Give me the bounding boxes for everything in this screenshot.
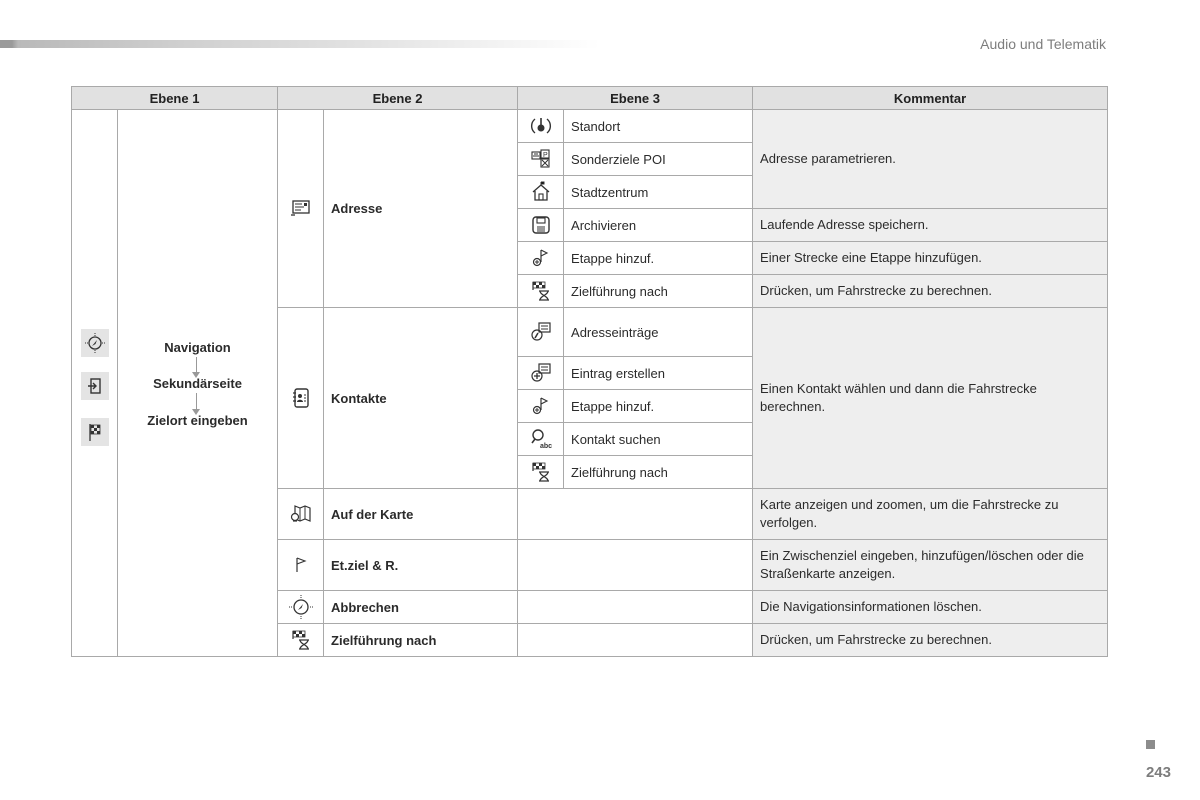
comment-cell: Einer Strecke eine Etappe hinzufügen.: [753, 242, 1108, 275]
column-header-level3: Ebene 3: [518, 87, 753, 110]
empty-cell: [518, 624, 753, 657]
contact-search-icon[interactable]: [518, 423, 564, 456]
column-header-comment: Kommentar: [753, 87, 1108, 110]
city-center-icon[interactable]: [518, 176, 564, 209]
level2-zielfuehrung[interactable]: Zielführung nach: [324, 624, 518, 657]
level2-adresse[interactable]: Adresse: [324, 110, 518, 308]
waypoint-flag-icon[interactable]: [278, 540, 324, 591]
empty-cell: [518, 540, 753, 591]
level3-eintrag-erstellen[interactable]: Eintrag erstellen: [564, 357, 753, 390]
address-entries-icon[interactable]: [518, 308, 564, 357]
checkered-flag-icon[interactable]: [278, 624, 324, 657]
comment-cell: Die Navigationsinformationen löschen.: [753, 591, 1108, 624]
column-header-level1: Ebene 1: [72, 87, 278, 110]
level3-standort[interactable]: Standort: [564, 110, 753, 143]
level2-auf-der-karte[interactable]: Auf der Karte: [324, 489, 518, 540]
path-secondary-page: Sekundärseite: [153, 376, 242, 391]
level1-icons-cell: [72, 110, 118, 657]
level1-path-cell: [118, 110, 278, 657]
level3-adresseintraege[interactable]: Adresseinträge: [564, 308, 753, 357]
svg-text:abc: abc: [539, 443, 552, 450]
navigation-compass-icon: [81, 329, 109, 357]
checkered-flag-icon[interactable]: [518, 456, 564, 489]
empty-cell: [518, 591, 753, 624]
comment-cell: Karte anzeigen und zoomen, um die Fahrstrecke zu verfolgen.: [753, 489, 1108, 540]
level3-zielfuehrung[interactable]: Zielführung nach: [564, 275, 753, 308]
section-title: Audio und Telematik: [980, 36, 1106, 52]
header-gradient-bar: [0, 40, 600, 48]
address-card-icon[interactable]: [278, 110, 324, 308]
level3-poi[interactable]: Sonderziele POI: [564, 143, 753, 176]
map-icon[interactable]: [278, 489, 324, 540]
contacts-book-icon[interactable]: [278, 308, 324, 489]
path-navigation: Navigation: [164, 340, 231, 355]
comment-cell: Adresse parametrieren.: [753, 110, 1108, 209]
navigation-menu-table: [71, 86, 1108, 657]
level2-abbrechen[interactable]: Abbrechen: [324, 591, 518, 624]
page-number: 243: [1145, 764, 1171, 781]
level3-kontakt-suchen[interactable]: Kontakt suchen: [564, 423, 753, 456]
location-pin-icon[interactable]: [518, 110, 564, 143]
level3-etappe[interactable]: Etappe hinzuf.: [564, 390, 753, 423]
empty-cell: [518, 489, 753, 540]
corner-marker: [1146, 740, 1155, 749]
checkered-flag-icon[interactable]: [518, 275, 564, 308]
level3-etappe[interactable]: Etappe hinzuf.: [564, 242, 753, 275]
table-row: [72, 110, 1108, 143]
secondary-page-icon: [81, 372, 109, 400]
level3-stadtzentrum[interactable]: Stadtzentrum: [564, 176, 753, 209]
path-arrow: [196, 393, 197, 410]
level2-kontakte[interactable]: Kontakte: [324, 308, 518, 489]
comment-cell: Drücken, um Fahrstrecke zu berechnen.: [753, 275, 1108, 308]
comment-cell: Laufende Adresse speichern.: [753, 209, 1108, 242]
path-arrow: [196, 357, 197, 373]
save-icon[interactable]: [518, 209, 564, 242]
comment-cell: Drücken, um Fahrstrecke zu berechnen.: [753, 624, 1108, 657]
create-entry-icon[interactable]: [518, 357, 564, 390]
level3-archivieren[interactable]: Archivieren: [564, 209, 753, 242]
level3-zielfuehrung[interactable]: Zielführung nach: [564, 456, 753, 489]
comment-cell: Ein Zwischenziel eingeben, hinzufügen/löschen oder die Straßenkarte anzeigen.: [753, 540, 1108, 591]
table-header-row: [72, 87, 1108, 110]
navigation-compass-icon[interactable]: [278, 591, 324, 624]
svg-text:P: P: [542, 152, 548, 159]
poi-icon[interactable]: [518, 143, 564, 176]
level2-etziel[interactable]: Et.ziel & R.: [324, 540, 518, 591]
column-header-level2: Ebene 2: [278, 87, 518, 110]
comment-cell: Einen Kontakt wählen und dann die Fahrstrecke berechnen.: [753, 308, 1108, 489]
stage-flag-icon[interactable]: [518, 242, 564, 275]
stage-flag-icon[interactable]: [518, 390, 564, 423]
destination-flag-icon: [81, 418, 109, 446]
path-enter-destination: Zielort eingeben: [147, 413, 248, 428]
